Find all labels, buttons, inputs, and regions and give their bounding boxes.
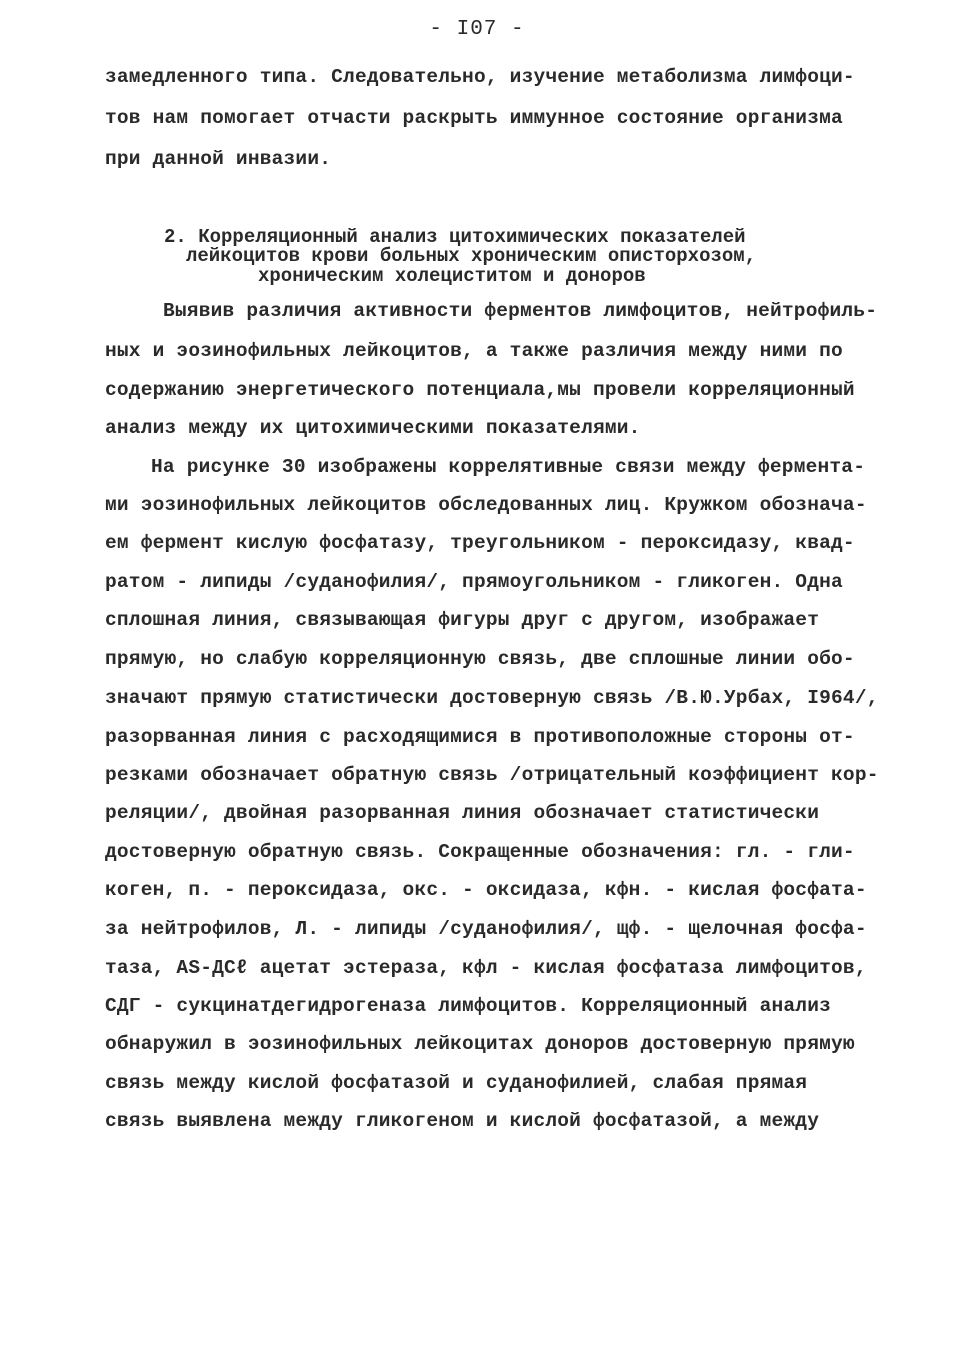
body-line: На рисунке 30 изображены коррелятивные связи между фермента- [151,456,866,478]
body-line: значают прямую статистически достоверную связь /В.Ю.Урбах, I964/, [105,687,879,709]
body-line: Выявив различия активности ферментов лимфоцитов, нейтрофиль- [163,300,878,322]
body-line: связь выявлена между гликогеном и кислой фосфатазой, а между [105,1110,820,1132]
body-line: ми эозинофильных лейкоцитов обследованных лиц. Кружком обознача- [105,494,867,516]
body-line: достоверную обратную связь. Сокращенные обозначения: гл. - гли- [105,841,855,863]
body-line: содержанию энергетического потенциала,мы провели корреляционный [105,379,855,401]
body-line: связь между кислой фосфатазой и суданофилией, слабая прямая [105,1072,808,1094]
body-line: резками обозначает обратную связь /отрицательный коэффициент кор- [105,764,879,786]
page-number: - I07 - [429,18,525,41]
body-line: прямую, но слабую корреляционную связь, две сплошные линии обо- [105,648,855,670]
intro-line-2: тов нам помогает отчасти раскрыть иммунное состояние организма [105,107,843,129]
body-line: СДГ - сукцинатдегидрогеназа лимфоцитов. Корреляционный анализ [105,995,832,1017]
body-line: обнаружил в эозинофильных лейкоцитах доноров достоверную прямую [105,1033,855,1055]
body-line: ем фермент кислую фосфатазу, треугольником - пероксидазу, квад- [105,532,855,554]
section-heading-line-1: 2. Корреляционный анализ цитохимических показателей [164,226,746,248]
body-line: коген, п. - пероксидаза, окс. - оксидаза, кфн. - кислая фосфата- [105,879,867,901]
body-line: ратом - липиды /суданофилия/, прямоугольником - гликоген. Одна [105,571,843,593]
body-line: разорванная линия с расходящимися в противоположные стороны от- [105,726,855,748]
body-line: сплошная линия, связывающая фигуры друг с другом, изображает [105,609,820,631]
body-line: реляции/, двойная разорванная линия обозначает статистически [105,802,820,824]
intro-line-3: при данной инвазии. [105,148,332,170]
body-line: за нейтрофилов, Л. - липиды /суданофилия/, щф. - щелочная фосфа- [105,918,867,940]
intro-line-1: замедленного типа. Следовательно, изучение метаболизма лимфоци- [105,66,855,88]
section-heading-line-2: лейкоцитов крови больных хроническим описторхозом, [186,245,757,267]
body-line: таза, AS-ДСℓ ацетат эстераза, кфл - кислая фосфатаза лимфоцитов, [105,957,867,979]
body-line: анализ между их цитохимическими показателями. [105,417,641,439]
section-heading-line-3: хроническим холециститом и доноров [258,265,646,287]
body-line: ных и эозинофильных лейкоцитов, а также различия между ними по [105,340,843,362]
